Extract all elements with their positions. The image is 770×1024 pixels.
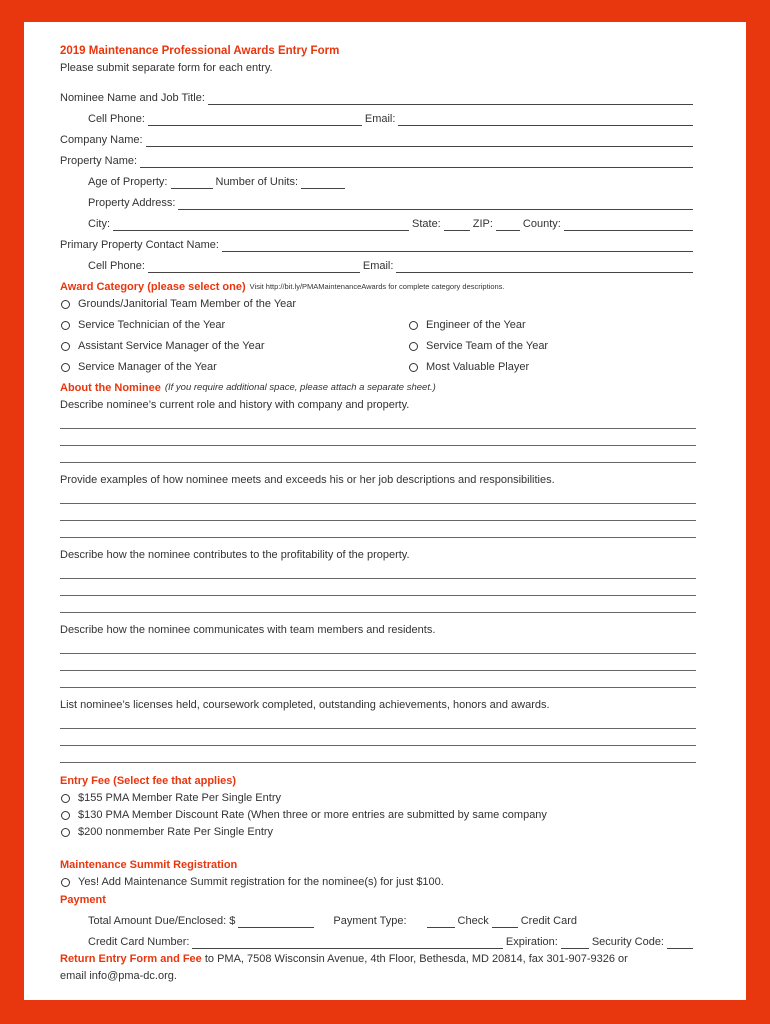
security-code-field[interactable] [667, 938, 693, 949]
answer-line[interactable] [60, 654, 696, 671]
answer-line[interactable] [60, 596, 696, 613]
units-label: Number of Units: [215, 176, 299, 188]
return-email: email info@pma-dc.org. [60, 970, 177, 982]
zip-field[interactable] [496, 220, 520, 231]
radio-icon[interactable] [409, 342, 418, 351]
check-label: Check [457, 915, 489, 927]
answer-line[interactable] [60, 671, 696, 688]
form-subtitle: Please submit separate form for each entry. [60, 62, 273, 74]
email-label: Email: [364, 113, 396, 125]
fee-option-155[interactable] [60, 791, 696, 805]
award-option-service-technician[interactable] [60, 318, 408, 332]
radio-icon[interactable] [409, 363, 418, 372]
credit-card-field[interactable] [492, 917, 518, 928]
form-content [60, 44, 696, 983]
total-label: Total Amount Due/Enclosed: $ [88, 915, 236, 927]
return-text: to PMA, 7508 Wisconsin Avenue, 4th Floor, Bethesda, MD 20814, fax 301-907-9326 or [201, 953, 628, 965]
fee-option-label: $155 PMA Member Rate Per Single Entry [78, 792, 281, 804]
radio-icon[interactable] [61, 794, 70, 803]
about-heading-note: (If you require additional space, please attach a separate sheet.) [164, 382, 436, 393]
contact-phone-email-row [60, 259, 696, 273]
age-units-row [60, 175, 696, 189]
city-row [60, 217, 696, 231]
award-option-grounds[interactable] [60, 297, 696, 311]
contact-cell-label: Cell Phone: [88, 260, 145, 272]
payment-heading: Payment [60, 894, 106, 906]
radio-icon[interactable] [409, 321, 418, 330]
award-note: Visit http://bit.ly/PMAMaintenanceAwards for complete category descriptions. [249, 282, 505, 291]
award-option-label: Assistant Service Manager of the Year [78, 340, 265, 352]
answer-line[interactable] [60, 579, 696, 596]
payment-type-label: Payment Type: [333, 915, 407, 927]
award-option-engineer[interactable] [408, 318, 696, 332]
age-label: Age of Property: [88, 176, 168, 188]
city-label: City: [88, 218, 110, 230]
card-number-field[interactable] [192, 938, 502, 949]
answer-line[interactable] [60, 521, 696, 538]
answer-line[interactable] [60, 746, 696, 763]
about-prompt-role: Describe nominee’s current role and history with company and property. [60, 399, 410, 411]
award-option-service-team[interactable] [408, 339, 696, 353]
answer-line[interactable] [60, 729, 696, 746]
nominee-name-label: Nominee Name and Job Title: [60, 92, 205, 104]
units-field[interactable] [301, 178, 345, 189]
award-options-grid [60, 318, 696, 374]
email-field[interactable] [398, 115, 693, 126]
award-heading: Award Category (please select one) [60, 281, 246, 293]
cell-phone-field[interactable] [148, 115, 362, 126]
summit-option-label: Yes! Add Maintenance Summit registration for the nominee(s) for just $100. [78, 876, 444, 888]
return-heading: Return Entry Form and Fee [60, 953, 202, 965]
payment-card-row [60, 935, 696, 949]
award-option-assistant-service-manager[interactable] [60, 339, 408, 353]
fee-option-label: $200 nonmember Rate Per Single Entry [78, 826, 274, 838]
primary-contact-row [60, 238, 696, 252]
award-option-label: Service Team of the Year [426, 340, 549, 352]
state-field[interactable] [444, 220, 470, 231]
answer-line[interactable] [60, 429, 696, 446]
award-options-right [408, 318, 696, 374]
award-option-label: Most Valuable Player [426, 361, 530, 373]
return-instructions [60, 952, 696, 966]
company-field[interactable] [146, 136, 693, 147]
answer-line[interactable] [60, 487, 696, 504]
property-label: Property Name: [60, 155, 138, 167]
contact-email-label: Email: [362, 260, 394, 272]
about-prompt-profitability: Describe how the nominee contributes to the profitability of the property. [60, 549, 410, 561]
state-label: State: [412, 218, 441, 230]
award-option-label: Service Manager of the Year [78, 361, 217, 373]
about-prompt-communication: Describe how the nominee communicates with team members and residents. [60, 624, 436, 636]
company-label: Company Name: [60, 134, 143, 146]
security-code-label: Security Code: [591, 936, 664, 948]
answer-line[interactable] [60, 412, 696, 429]
cell-phone-label: Cell Phone: [88, 113, 145, 125]
expiration-field[interactable] [561, 938, 589, 949]
answer-line[interactable] [60, 446, 696, 463]
about-heading: About the Nominee [60, 382, 161, 394]
answer-line[interactable] [60, 712, 696, 729]
address-field[interactable] [178, 199, 693, 210]
about-prompt-examples: Provide examples of how nominee meets and exceeds his or her job descriptions and responsibilities. [60, 474, 555, 486]
credit-card-label: Credit Card [520, 915, 577, 927]
award-option-label: Engineer of the Year [426, 319, 526, 331]
about-heading-row [60, 381, 696, 395]
award-option-label: Grounds/Janitorial Team Member of the Year [78, 298, 297, 310]
radio-icon[interactable] [61, 828, 70, 837]
answer-line[interactable] [60, 504, 696, 521]
county-label: County: [522, 218, 561, 230]
check-field[interactable] [427, 917, 455, 928]
fee-option-label: $130 PMA Member Discount Rate (When three or more entries are submitted by same company [78, 809, 547, 821]
summit-option[interactable] [60, 875, 696, 889]
radio-icon[interactable] [61, 342, 70, 351]
zip-label: ZIP: [472, 218, 493, 230]
radio-icon[interactable] [61, 321, 70, 330]
primary-contact-label: Primary Property Contact Name: [60, 239, 219, 251]
radio-icon[interactable] [61, 811, 70, 820]
award-option-service-manager[interactable] [60, 360, 408, 374]
company-row [60, 133, 696, 147]
summit-heading: Maintenance Summit Registration [60, 859, 238, 871]
age-field[interactable] [171, 178, 213, 189]
radio-icon[interactable] [61, 878, 70, 887]
county-field[interactable] [564, 220, 693, 231]
expiration-label: Expiration: [505, 936, 558, 948]
city-field[interactable] [113, 220, 409, 231]
answer-line[interactable] [60, 637, 696, 654]
award-option-label: Service Technician of the Year [78, 319, 226, 331]
payment-total-row [60, 914, 696, 928]
award-option-mvp[interactable] [408, 360, 696, 374]
fee-heading: Entry Fee (Select fee that applies) [60, 775, 237, 787]
form-title: 2019 Maintenance Professional Awards Entry Form [60, 45, 340, 57]
property-row [60, 154, 696, 168]
address-row [60, 196, 696, 210]
property-field[interactable] [140, 157, 693, 168]
address-label: Property Address: [88, 197, 176, 209]
award-heading-row [60, 280, 696, 294]
card-number-label: Credit Card Number: [88, 936, 190, 948]
contact-cell-field[interactable] [148, 262, 360, 273]
radio-icon[interactable] [61, 363, 70, 372]
nominee-name-field[interactable] [208, 94, 693, 105]
form-page [24, 22, 746, 1000]
nominee-name-row [60, 91, 696, 105]
about-prompt-licenses: List nominee’s licenses held, coursework completed, outstanding achievements, honors and awards. [60, 699, 550, 711]
answer-line[interactable] [60, 562, 696, 579]
radio-icon[interactable] [61, 300, 70, 309]
fee-option-200[interactable] [60, 825, 696, 839]
award-options-left [60, 318, 408, 374]
total-field[interactable] [238, 917, 314, 928]
contact-email-field[interactable] [396, 262, 693, 273]
fee-option-130[interactable] [60, 808, 696, 822]
nominee-contact-row [60, 112, 696, 126]
primary-contact-field[interactable] [222, 241, 693, 252]
